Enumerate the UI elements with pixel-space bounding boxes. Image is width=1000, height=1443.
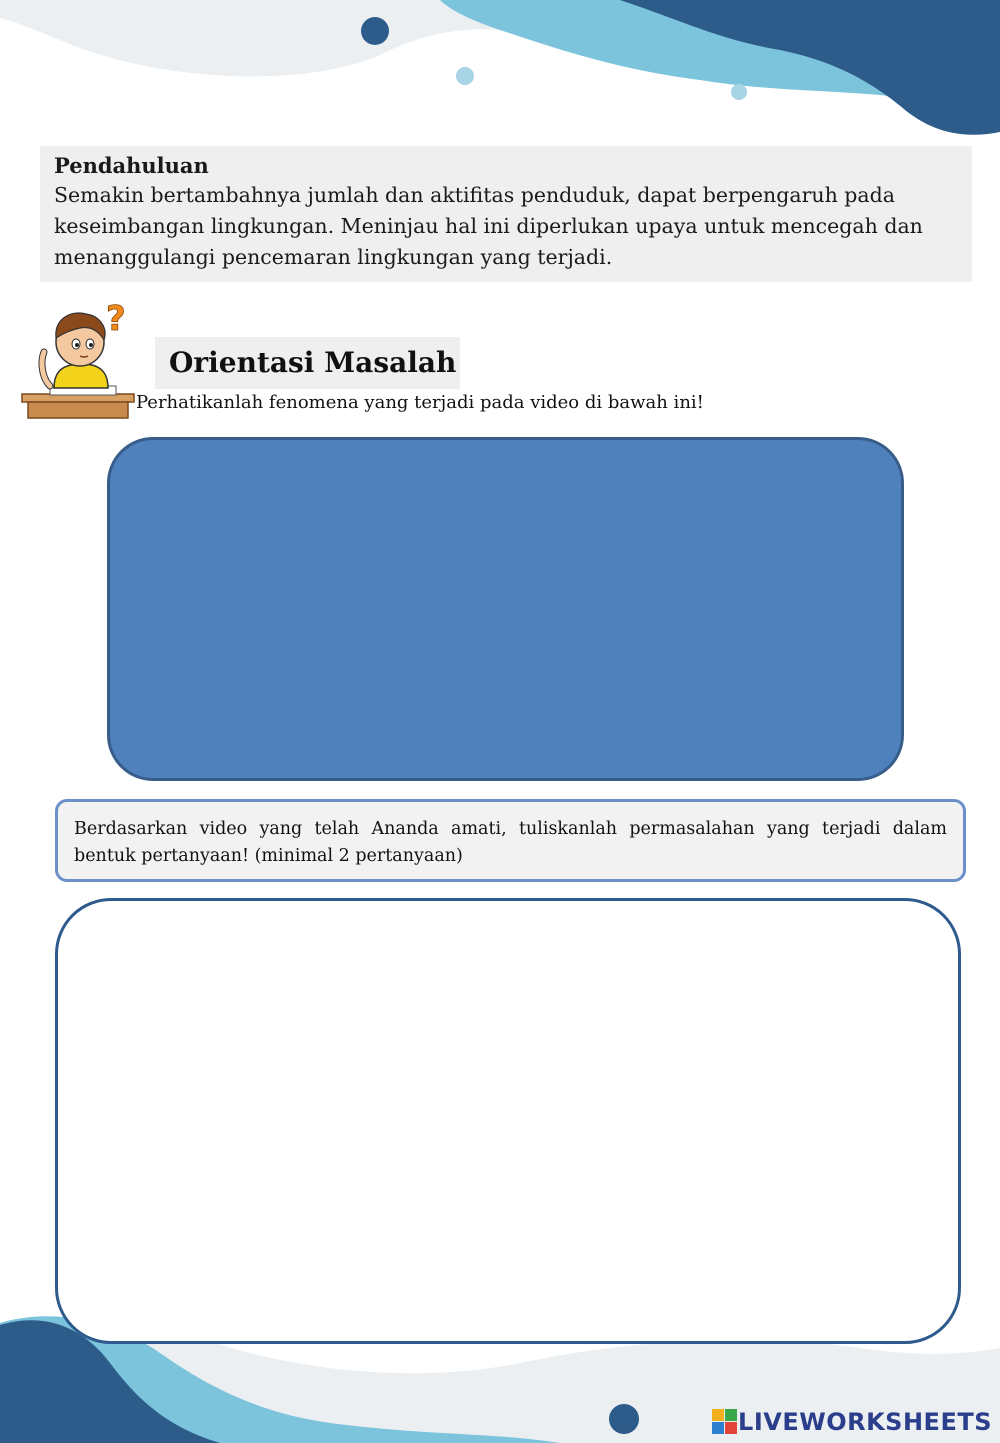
section-title: Orientasi Masalah — [155, 337, 460, 389]
logo-icon — [712, 1409, 738, 1435]
introduction-box — [40, 146, 972, 282]
top-wave-decoration — [0, 0, 1000, 150]
video-player[interactable] — [107, 437, 904, 781]
answer-textarea[interactable] — [55, 898, 961, 1344]
introduction-text: Semakin bertambahnya jumlah dan aktifitas penduduk, dapat berpengaruh pada keseimbangan lingkungan. Meninjau hal ini diperlukan upaya untuk mencegah dan menanggulangi pencemaran lingkungan yang terjadi. — [54, 183, 923, 269]
video-instruction: Perhatikanlah fenomena yang terjadi pada video di bawah ini! — [136, 392, 704, 413]
thinking-student-illustration — [20, 300, 138, 420]
introduction-title: Pendahuluan — [54, 153, 209, 178]
liveworksheets-logo — [712, 1405, 992, 1439]
svg-text:?: ? — [106, 300, 126, 339]
question-prompt: Berdasarkan video yang telah Ananda amati, tuliskanlah permasalahan yang terjadi dalam bentuk pertanyaan! (minimal 2 pertanyaan) — [55, 799, 966, 882]
logo-text: LIVEWORKSHEETS — [738, 1408, 992, 1436]
